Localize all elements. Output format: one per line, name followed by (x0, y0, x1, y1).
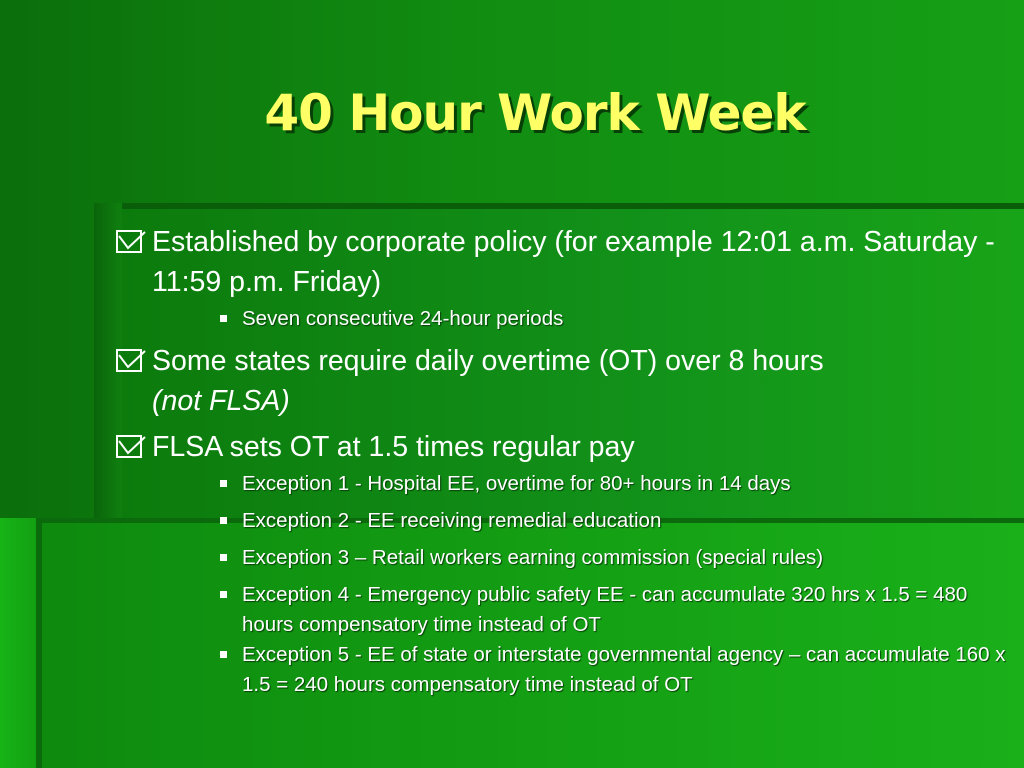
checkbox-check-icon (116, 230, 146, 254)
sub-bullet-item (220, 506, 1020, 536)
checkbox-check-icon (116, 435, 146, 459)
square-bullet-icon (220, 591, 227, 598)
bullet-item (114, 427, 1020, 467)
slide-body (114, 222, 1020, 700)
decorative-panel-left-light (0, 518, 36, 768)
sub-bullet-item (220, 580, 1020, 640)
sub-bullet-text: Exception 1 - Hospital EE, overtime for 80+ hours in 14 days (242, 472, 791, 495)
square-bullet-icon (220, 315, 227, 322)
sub-bullet-item (220, 543, 1020, 573)
bullet-text: FLSA sets OT at 1.5 times regular pay (152, 431, 635, 463)
bullet-item (114, 222, 1020, 302)
sub-bullet-item (220, 640, 1020, 700)
slide-title: 40 Hour Work Week (264, 84, 806, 142)
square-bullet-icon (220, 554, 227, 561)
sub-bullet-item (220, 304, 1020, 334)
sub-bullet-item (220, 469, 1020, 499)
sub-bullet-text: Exception 2 - EE receiving remedial education (242, 509, 662, 532)
square-bullet-icon (220, 517, 227, 524)
sub-bullet-text: Exception 4 - Emergency public safety EE - can accumulate 320 hrs x 1.5 = 480 hours compensatory time instead of OT (242, 583, 968, 636)
bullet-text: Some states require daily overtime (OT) over 8 hours (152, 345, 824, 377)
sub-bullet-text: Exception 5 - EE of state or interstate governmental agency – can accumulate 160 x 1.5 = 240 hours compensatory time instead of OT (242, 643, 1006, 696)
bullet-text: Established by corporate policy (for example 12:01 a.m. Saturday - 11:59 p.m. Friday) (152, 226, 995, 298)
checkbox-check-icon (116, 349, 146, 373)
square-bullet-icon (220, 651, 227, 658)
square-bullet-icon (220, 480, 227, 487)
bullet-item (114, 341, 1020, 421)
sub-bullet-text: Seven consecutive 24-hour periods (242, 307, 564, 330)
bullet-text-italic: (not FLSA) (152, 385, 290, 417)
sub-bullet-text: Exception 3 – Retail workers earning commission (special rules) (242, 546, 824, 569)
